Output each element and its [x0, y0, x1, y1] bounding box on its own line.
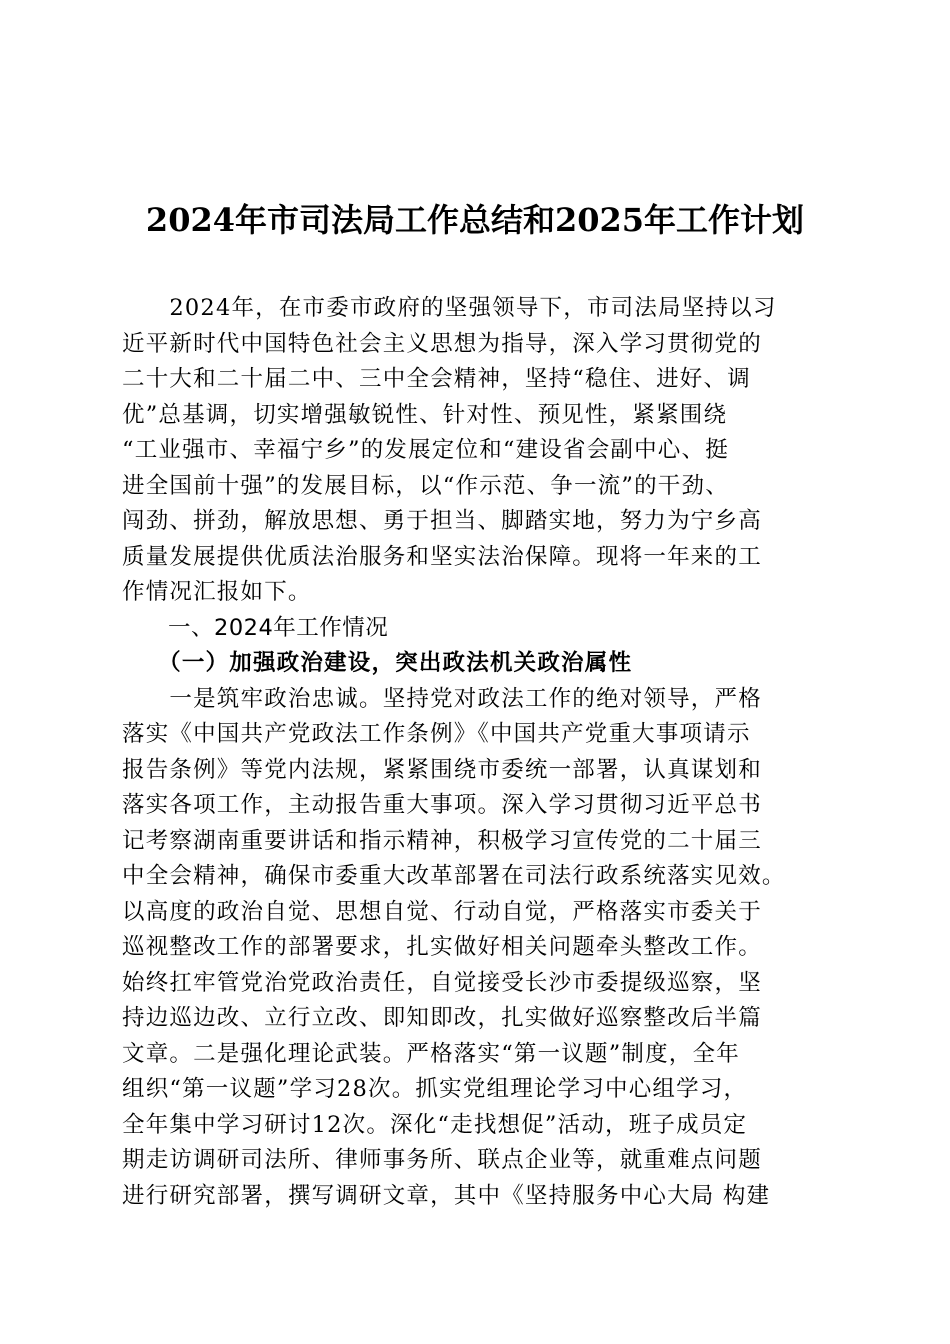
paragraph-line: 近平新时代中国特色社会主义思想为指导，深入学习贯彻党的 [122, 330, 762, 357]
paragraph-line: 落实各项工作，主动报告重大事项。深入学习贯彻习近平总书 [122, 792, 762, 818]
paragraph-line: 以高度的政治自觉、思想自觉、行动自觉，严格落实市委关于 [122, 898, 762, 925]
paragraph-line: 中全会精神，确保市委重大改革部署在司法行政系统落实见效。 [122, 863, 786, 889]
paragraph-line: 一是筑牢政治忠诚。坚持党对政法工作的绝对领导，严格 [122, 685, 762, 712]
section-heading: 一、2024年工作情况 [122, 614, 389, 641]
document-title: 2024年市司法局工作总结和2025年工作计划 [145, 201, 805, 239]
paragraph-line: 进行研究部署，撰写调研文章，其中《坚持服务中心大局 构建 [122, 1182, 771, 1209]
paragraph-line: 质量发展提供优质法治服务和坚实法治保障。现将一年来的工 [122, 543, 762, 570]
paragraph-line: 作情况汇报如下。 [122, 579, 312, 605]
paragraph-line: “工业强市、幸福宁乡”的发展定位和“建设省会副中心、挺 [122, 437, 729, 463]
subsection-heading: （一）加强政治建设，突出政法机关政治属性 [122, 650, 633, 676]
paragraph-line: 持边巡边改、立行立改、即知即改，扎实做好巡察整改后半篇 [122, 1005, 762, 1031]
paragraph-line: 组织“第一议题”学习28次。抓实党组理论学习中心组学习， [122, 1076, 748, 1102]
paragraph-line: 报告条例》等党内法规，紧紧围绕市委统一部署，认真谋划和 [122, 756, 762, 783]
paragraph-line: 始终扛牢管党治党政治责任，自觉接受长沙市委提级巡察，坚 [122, 969, 762, 996]
paragraph-line: 二十大和二十届二中、三中全会精神，坚持“稳住、进好、调 [122, 366, 751, 392]
paragraph-line: 巡视整改工作的部署要求，扎实做好相关问题牵头整改工作。 [122, 934, 762, 960]
paragraph-line: 落实《中国共产党政法工作条例》《中国共产党重大事项请示 [122, 721, 751, 747]
paragraph-line: 记考察湖南重要讲话和指示精神，积极学习宣传党的二十届三 [122, 827, 762, 854]
paragraph-line: 2024年，在市委市政府的坚强领导下，市司法局坚持以习 [122, 295, 777, 321]
paragraph-line: 全年集中学习研讨12次。深化“走找想促”活动，班子成员定 [122, 1111, 748, 1138]
paragraph-line: 进全国前十强”的发展目标，以“作示范、争一流”的干劲、 [122, 472, 729, 499]
paragraph-line: 闯劲、拼劲，解放思想、勇于担当、脚踏实地，努力为宁乡高 [122, 508, 762, 534]
paragraph-line: 文章。二是强化理论武装。严格落实“第一议题”制度，全年 [122, 1040, 740, 1067]
paragraph-line: 优”总基调，切实增强敏锐性、针对性、预见性，紧紧围绕 [122, 401, 728, 428]
document-body [122, 291, 842, 1214]
paragraph-line: 期走访调研司法所、律师事务所、联点企业等，就重难点问题 [122, 1147, 762, 1173]
